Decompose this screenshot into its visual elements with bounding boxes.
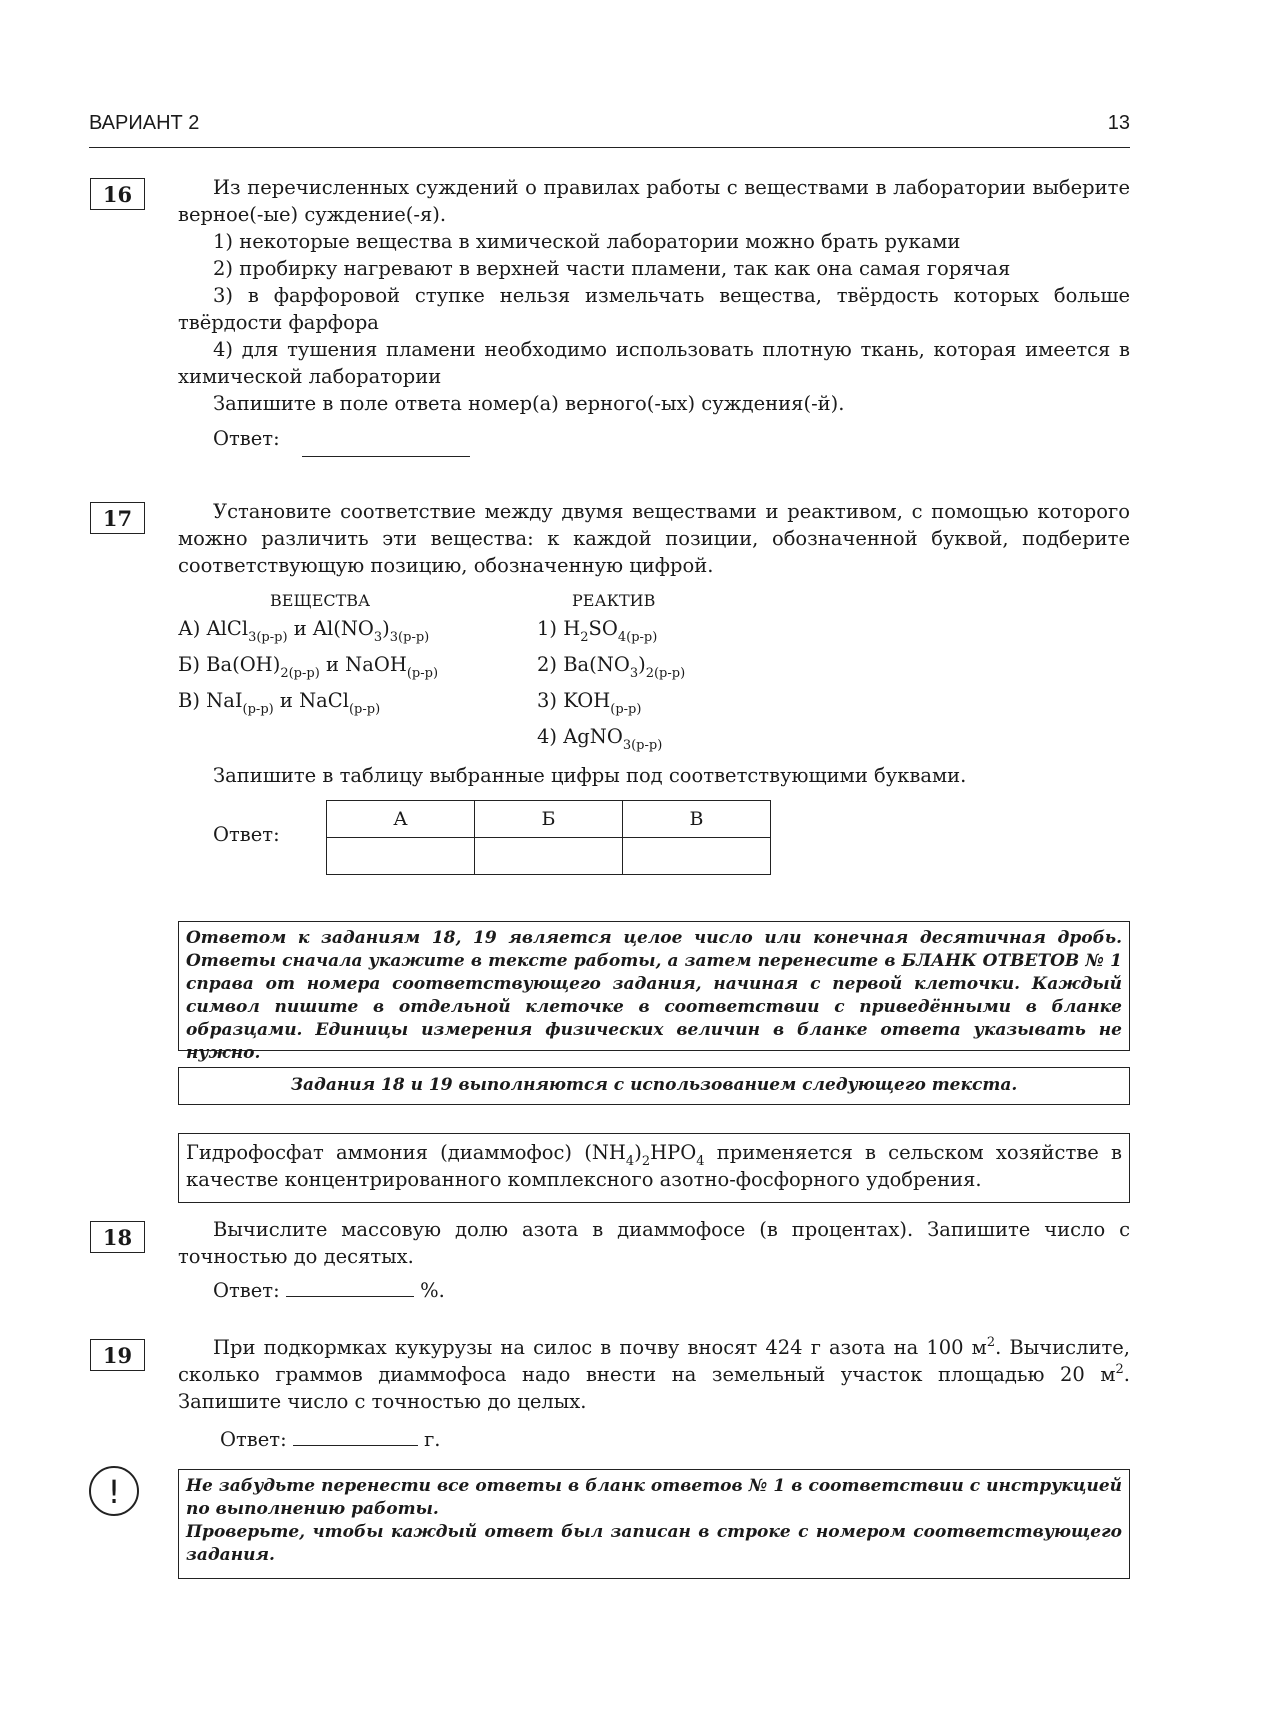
reagent-2: 2) $Ba(NO_3)_{2(р-р)}$ — [537, 653, 686, 681]
answer-table-header-v: В — [623, 801, 771, 838]
task-16-answer-label: Ответ: — [213, 427, 280, 450]
substance-pair-a: А) AlCl$_{3(р-р)}$ и $Al(NO_3)_{3(р-р)}$ — [178, 617, 430, 645]
task-18-answer — [213, 1277, 445, 1304]
reminder-line-2: Проверьте, чтобы каждый ответ был записан в строке с номером соответствующего задания. — [186, 1522, 1122, 1565]
task-16-answer-line[interactable] — [302, 456, 470, 457]
instructions-notice-box — [178, 921, 1130, 1063]
column-reagent-title: РЕАКТИВ — [572, 591, 656, 610]
reminder-line-1: Не забудьте перенести все ответы в бланк ответов № 1 в соответствии с инструкцией по выполнению работы. — [186, 1476, 1122, 1519]
instructions-notice-text: Ответом к заданиям 18, 19 является целое число или конечная десятичная дробь. Ответы сначала укажите в тексте работы, а затем перенесите в БЛАНК ОТВЕТОВ № 1 справа от номера соответствующего задания, начиная с первой клеточки. Каждый символ пишите в отдельной клеточке в соответствии с приведёнными в бланке образцами. Единицы измерения физических величин в бланке ответа указывать не нужно. — [186, 928, 1122, 1063]
task-19-answer-line[interactable] — [293, 1427, 418, 1446]
context-box — [178, 1133, 1130, 1203]
task-17-answer-table — [326, 800, 771, 875]
reagent-3: 3) $KOH_{(р-р)}$ — [537, 689, 642, 717]
task-17-answer-label: Ответ: — [213, 823, 280, 846]
task-17-intro: Установите соответствие между двумя веществами и реактивом, с помощью которого можно различить эти вещества: к каждой позиции, обозначенной буквой, подберите соответствующую позицию, обозначенную цифрой. — [178, 500, 1130, 577]
shared-text-notice-box — [178, 1067, 1130, 1105]
task-17-instruction: Запишите в таблицу выбранные цифры под соответствующими буквами. — [213, 764, 967, 787]
task-16-instruction: Запишите в поле ответа номер(а) верного(-ых) суждения(-й). — [213, 392, 845, 415]
task-19-answer — [220, 1426, 440, 1453]
task-18-answer-line[interactable] — [286, 1278, 414, 1297]
task-17-number: 17 — [90, 502, 145, 534]
task-18-unit: %. — [420, 1279, 445, 1302]
context-text: Гидрофосфат аммония (диаммофос) $(NH_4)_2HPO_4$ применяется в сельском хозяйстве в качестве концентрированного комплексного азотно-фосфорного удобрения. — [186, 1141, 1122, 1191]
answer-table-header-a: А — [327, 801, 475, 838]
substance-pair-b: Б) $Ba(OH)_{2(р-р)}$ и NaOH$_{(р-р)}$ — [178, 653, 439, 681]
reagent-4: 4) AgNO$_{3(р-р)}$ — [537, 725, 663, 753]
task-19-answer-label: Ответ: — [220, 1428, 287, 1451]
task-19-number: 19 — [90, 1339, 145, 1371]
variant-label: ВАРИАНТ 2 — [89, 112, 200, 134]
answer-cell-a[interactable] — [327, 838, 475, 875]
task-16-intro: Из перечисленных суждений о правилах работы с веществами в лаборатории выберите верное(-ые) суждение(-я). — [178, 176, 1130, 226]
page-number: 13 — [1107, 112, 1130, 134]
task-16-option-2: 2) пробирку нагревают в верхней части пламени, так как она самая горячая — [213, 257, 1011, 280]
task-18-number: 18 — [90, 1221, 145, 1253]
column-substances-title: ВЕЩЕСТВА — [270, 591, 371, 610]
answer-cell-v[interactable] — [623, 838, 771, 875]
reminder-box — [178, 1469, 1130, 1579]
substance-pair-v: В) NaI$_{(р-р)}$ и NaCl$_{(р-р)}$ — [178, 689, 381, 717]
answer-table-header-b: Б — [475, 801, 623, 838]
task-16-option-1: 1) некоторые вещества в химической лаборатории можно брать руками — [213, 230, 961, 253]
task-19-unit: г. — [424, 1428, 441, 1451]
task-19-text: При подкормках кукурузы на силос в почву вносят 424 г азота на 100 $м^2$. Вычислите, сколько граммов диаммофоса надо внести на земельный участок площадью 20 $м^2$. Запишите число с точностью до целых. — [178, 1335, 1130, 1413]
task-16-option-3: 3) в фарфоровой ступке нельзя измельчать вещества, твёрдость которых больше твёрдости фарфора — [178, 284, 1130, 334]
reagent-1: 1) $H_2SO_{4(р-р)}$ — [537, 617, 658, 645]
task-18-answer-label: Ответ: — [213, 1279, 280, 1302]
task-16-option-4: 4) для тушения пламени необходимо использовать плотную ткань, которая имеется в химической лаборатории — [178, 338, 1130, 388]
task-18-text: Вычислите массовую долю азота в диаммофосе (в процентах). Запишите число с точностью до десятых. — [178, 1218, 1130, 1268]
header-divider — [89, 147, 1130, 148]
exclamation-icon: ! — [89, 1466, 139, 1516]
shared-text-notice: Задания 18 и 19 выполняются с использованием следующего текста. — [290, 1075, 1018, 1095]
task-16-number: 16 — [90, 178, 145, 210]
answer-cell-b[interactable] — [475, 838, 623, 875]
